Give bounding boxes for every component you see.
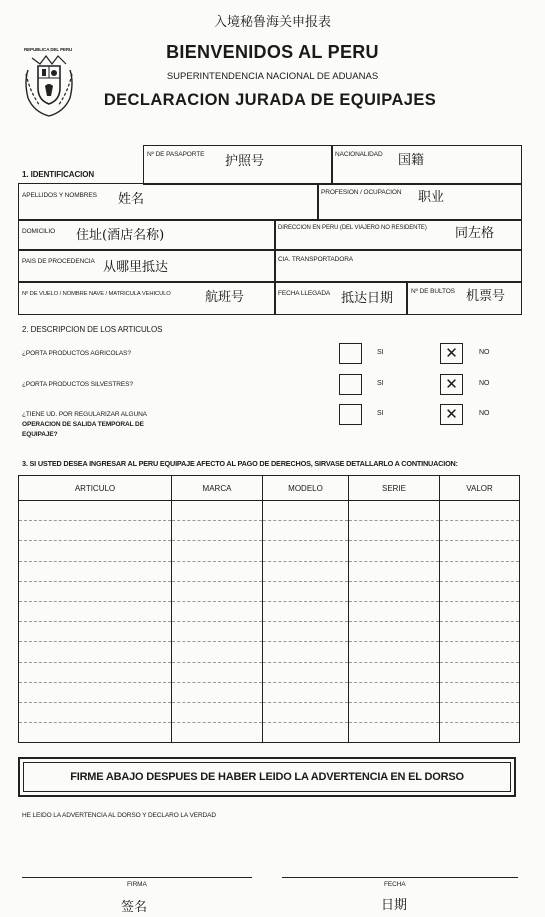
passport-value: 护照号 xyxy=(225,154,265,169)
nationality-label: NACIONALIDAD xyxy=(335,151,383,158)
profession-value: 职业 xyxy=(418,190,445,205)
chinese-title: 入境秘鲁海关申报表 xyxy=(213,15,331,30)
table-row[interactable] xyxy=(19,622,520,642)
names-label: APELLIDOS Y NOMBRES xyxy=(22,192,97,199)
signature-value: 签名 xyxy=(121,900,148,915)
agricultural-yes-checkbox[interactable] xyxy=(339,343,362,364)
question-temporary-exit-2: OPERACION DE SALIDA TEMPORAL DE xyxy=(22,421,144,428)
signature-line[interactable] xyxy=(22,877,252,878)
flight-label: Nº DE VUELO / NOMBRE NAVE / MATRICULA VEHICULO xyxy=(22,291,171,297)
address-peru-label: DIRECCION EN PERU (DEL VIAJERO NO RESIDENTE) xyxy=(278,225,427,231)
column-serie: SERIE xyxy=(349,476,440,501)
articles-table xyxy=(18,475,520,743)
section2-title: 2. DESCRIPCION DE LOS ARTICULOS xyxy=(22,325,163,334)
question-temporary-exit-3: EQUIPAJE? xyxy=(22,431,58,438)
profession-label: PROFESION / OCUPACION xyxy=(321,189,402,196)
arrival-value: 抵达日期 xyxy=(341,291,394,306)
agricultural-no-checkbox[interactable]: ✕ xyxy=(440,343,463,364)
domicile-value: 住址(酒店名称) xyxy=(76,228,165,243)
nationality-value: 国籍 xyxy=(398,153,425,168)
temporary-exit-no-label: NO xyxy=(479,410,490,417)
date-line[interactable] xyxy=(282,877,518,878)
question-agricultural: ¿PORTA PRODUCTOS AGRICOLAS? xyxy=(22,350,131,357)
origin-label: PAIS DE PROCEDENCIA xyxy=(22,258,95,265)
declaration-text: HE LEIDO LA ADVERTENCIA AL DORSO Y DECLARO LA VERDAD xyxy=(22,812,216,819)
domicile-label: DOMICILIO xyxy=(22,228,56,235)
wildlife-yes-label: SI xyxy=(377,380,384,387)
column-valor: VALOR xyxy=(440,476,520,501)
wildlife-no-checkbox[interactable]: ✕ xyxy=(440,374,463,395)
section3-title: 3. SI USTED DESEA INGRESAR AL PERU EQUIPAJE AFECTO AL PAGO DE DERECHOS, SIRVASE DETALLARLO A CONTINUACION: xyxy=(22,459,458,468)
table-header-row xyxy=(19,476,520,501)
form-title: DECLARACION JURADA DE EQUIPAJES xyxy=(103,91,437,109)
table-row[interactable] xyxy=(19,702,520,722)
welcome-heading: BIENVENIDOS AL PERU xyxy=(166,42,379,62)
column-marca: MARCA xyxy=(172,476,263,501)
date-label: FECHA xyxy=(384,881,406,888)
warning-text: FIRME ABAJO DESPUES DE HABER LEIDO LA ADVERTENCIA EN EL DORSO xyxy=(70,771,464,783)
temporary-exit-yes-label: SI xyxy=(377,410,384,417)
table-row[interactable] xyxy=(19,521,520,541)
table-row[interactable] xyxy=(19,501,520,521)
temporary-exit-yes-checkbox[interactable] xyxy=(339,404,362,425)
passport-label: Nº DE PASAPORTE xyxy=(147,151,205,158)
temporary-exit-no-checkbox[interactable]: ✕ xyxy=(440,404,463,425)
section1-title: 1. IDENTIFICACION xyxy=(22,170,95,179)
column-articulo: ARTICULO xyxy=(19,476,172,501)
signature-label: FIRMA xyxy=(127,881,147,888)
table-row[interactable] xyxy=(19,601,520,621)
table-row[interactable] xyxy=(19,642,520,662)
date-value: 日期 xyxy=(381,898,408,913)
table-row[interactable] xyxy=(19,723,520,743)
table-row[interactable] xyxy=(19,682,520,702)
names-value: 姓名 xyxy=(118,192,145,207)
flight-value: 航班号 xyxy=(205,290,245,305)
table-row[interactable] xyxy=(19,662,520,682)
wildlife-yes-checkbox[interactable] xyxy=(339,374,362,395)
agency-name: SUPERINTENDENCIA NACIONAL DE ADUANAS xyxy=(166,71,379,82)
table-row[interactable] xyxy=(19,561,520,581)
bultos-label: Nº DE BULTOS xyxy=(411,288,455,295)
wildlife-no-label: NO xyxy=(479,380,490,387)
table-row[interactable] xyxy=(19,541,520,561)
question-wildlife: ¿PORTA PRODUCTOS SILVESTRES? xyxy=(22,381,133,388)
column-modelo: MODELO xyxy=(263,476,349,501)
carrier-label: CIA. TRANSPORTADORA xyxy=(278,256,354,263)
bultos-value: 机票号 xyxy=(466,289,506,304)
agricultural-yes-label: SI xyxy=(377,349,384,356)
agricultural-no-label: NO xyxy=(479,349,490,356)
question-temporary-exit-1: ¿TIENE UD. POR REGULARIZAR ALGUNA xyxy=(22,411,147,418)
address-peru-value: 同左格 xyxy=(455,226,495,241)
arrival-label: FECHA LLEGADA xyxy=(278,290,331,297)
carrier-field[interactable] xyxy=(274,249,522,283)
table-row[interactable] xyxy=(19,581,520,601)
names-field[interactable] xyxy=(18,183,319,221)
origin-value: 从哪里抵达 xyxy=(103,260,169,275)
warning-banner xyxy=(18,757,516,797)
emblem-caption: REPUBLICA DEL PERU xyxy=(24,47,73,52)
